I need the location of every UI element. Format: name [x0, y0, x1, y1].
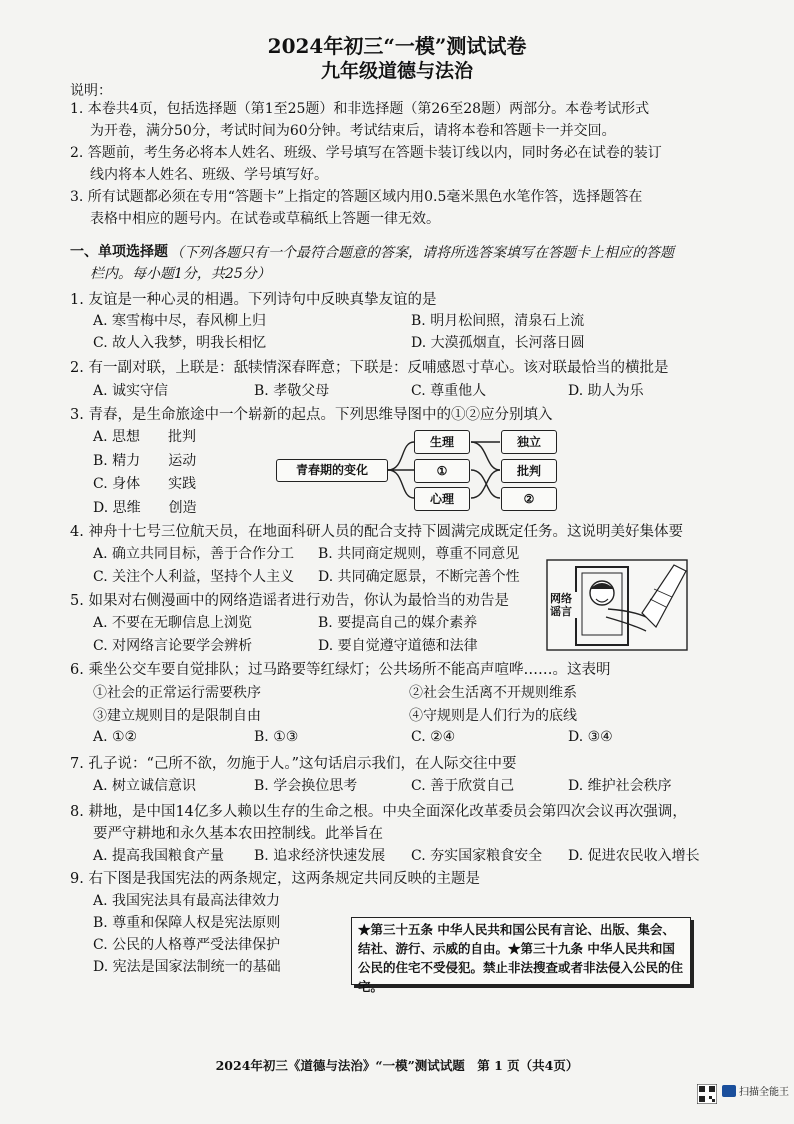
instruction-3-line2: 表格中相应的题号内。在试卷或草稿纸上答题一律无效。 [90, 211, 440, 227]
instruction-1-line2: 为开卷，满分50分，考试时间为60分钟。考试结束后，请将本卷和答题卡一并交回。 [90, 123, 616, 139]
question-7-option-a: A. 树立诚信意识 [93, 778, 197, 794]
constitution-articles-box: ★第三十五条 中华人民共和国公民有言论、出版、集会、结社、游行、示威的自由。★第三十九条 中华人民共和国公民的住宅不受侵犯。禁止非法搜查或者非法侵入公民的住宅。 [351, 917, 691, 985]
question-9-stem: 9. 右下图是我国宪法的两条规定，这两条规定共同反映的主题是 [70, 871, 480, 887]
question-1-option-d: D. 大漠孤烟直，长河落日圆 [411, 335, 585, 351]
question-7-option-d: D. 维护社会秩序 [568, 778, 672, 794]
mindmap-left-1: 生理 [414, 430, 470, 454]
watermark-text: 扫描全能王 [739, 1087, 789, 1098]
question-6-option-a: A. ①② [93, 729, 138, 745]
question-5-option-b: B. 要提高自己的媒介素养 [318, 615, 478, 631]
mindmap-left-3: 心理 [414, 487, 470, 511]
question-3-option-a: A. 思想 批判 [93, 429, 197, 445]
question-6-statement-1: ①社会的正常运行需要秩序 [93, 685, 261, 701]
instruction-3-line1: 3. 所有试题都必须在专用“答题卡”上指定的答题区域内用0.5毫米黑色水笔作答，选择题答在 [70, 189, 643, 205]
question-5-stem: 5. 如果对右侧漫画中的网络造谣者进行劝告，你认为最恰当的劝告是 [70, 593, 509, 609]
question-3-option-b: B. 精力 运动 [93, 453, 197, 469]
question-5-option-c: C. 对网络言论要学会辨析 [93, 638, 253, 654]
question-8-option-c: C. 夯实国家粮食安全 [411, 848, 543, 864]
question-1-option-c: C. 故人入我梦，明我长相忆 [93, 335, 267, 351]
question-6-statement-4: ④守规则是人们行为的底线 [409, 708, 577, 724]
question-4-option-a: A. 确立共同目标，善于合作分工 [93, 546, 295, 562]
question-4-option-c: C. 关注个人利益，坚持个人主义 [93, 569, 295, 585]
mindmap-right-2: 批判 [501, 459, 557, 483]
question-8-option-a: A. 提高我国粮食产量 [93, 848, 225, 864]
question-2-option-a: A. 诚实守信 [93, 383, 169, 399]
question-1-option-a: A. 寒雪梅中尽，春风柳上归 [93, 313, 267, 329]
section-desc-2: 栏内。每小题1分，共25分） [90, 266, 271, 282]
mindmap-right-1: 独立 [501, 430, 557, 454]
question-6-statement-3: ③建立规则目的是限制自由 [93, 708, 261, 724]
question-3-option-c: C. 身体 实践 [93, 476, 197, 492]
instruction-2-line1: 2. 答题前，考生务必将本人姓名、班级、学号填写在答题卡装订线以内，同时务必在试卷的装订 [70, 145, 662, 161]
section-title: 一、单项选择题 [70, 244, 168, 260]
instruction-2-line2: 线内将本人姓名、班级、学号填写好。 [90, 167, 328, 183]
exam-subtitle: 九年级道德与法治 [320, 60, 473, 82]
mindmap-left-2: ① [414, 459, 470, 483]
question-7-stem: 7. 孔子说：“己所不欲，勿施于人。”这句话启示我们，在人际交往中要 [70, 756, 517, 772]
instructions-label: 说明： [70, 83, 112, 99]
qr-code-icon [697, 1084, 717, 1104]
question-6-stem: 6. 乘坐公交车要自觉排队；过马路要等红绿灯；公共场所不能高声喧哗……。这表明 [70, 662, 611, 678]
question-8-option-b: B. 追求经济快速发展 [254, 848, 386, 864]
question-5-option-a: A. 不要在无聊信息上浏览 [93, 615, 253, 631]
question-5-option-d: D. 要自觉遵守道德和法律 [318, 638, 478, 654]
mindmap-right-3: ② [501, 487, 557, 511]
question-7-option-c: C. 善于欣赏自己 [411, 778, 515, 794]
question-4-option-b: B. 共同商定规则，尊重不同意见 [318, 546, 520, 562]
question-9-option-a: A. 我国宪法具有最高法律效力 [93, 893, 281, 909]
exam-title: 2024年初三“一模”测试试卷 [267, 34, 527, 58]
question-4-stem: 4. 神舟十七号三位航天员，在地面科研人员的配合支持下圆满完成既定任务。这说明美好集体要 [70, 524, 683, 540]
question-6-option-c: C. ②④ [411, 729, 456, 745]
scanner-logo-icon [722, 1085, 736, 1097]
question-9-option-c: C. 公民的人格尊严受法律保护 [93, 937, 281, 953]
question-8-stem-2: 要严守耕地和永久基本农田控制线。此举旨在 [93, 826, 383, 842]
question-6-option-b: B. ①③ [254, 729, 299, 745]
mindmap-center: 青春期的变化 [276, 459, 388, 482]
question-4-option-d: D. 共同确定愿景，不断完善个性 [318, 569, 520, 585]
question-2-option-c: C. 尊重他人 [411, 383, 487, 399]
question-3-option-d: D. 思维 创造 [93, 500, 197, 516]
question-7-option-b: B. 学会换位思考 [254, 778, 358, 794]
question-3-stem: 3. 青春，是生命旅途中一个崭新的起点。下列思维导图中的①②应分别填入 [70, 407, 553, 423]
cartoon-label: 网络谣言 [550, 592, 578, 618]
question-2-option-d: D. 助人为乐 [568, 383, 644, 399]
question-2-stem: 2. 有一副对联，上联是：舐犊情深春晖意；下联是：反哺感恩寸草心。该对联最恰当的横批是 [70, 360, 669, 376]
question-1-stem: 1. 友谊是一种心灵的相遇。下列诗句中反映真挚友谊的是 [70, 292, 437, 308]
instruction-1-line1: 1. 本卷共4页，包括选择题（第1至25题）和非选择题（第26至28题）两部分。本卷考试形式 [70, 101, 650, 117]
section-desc-1: （下列各题只有一个最符合题意的答案，请将所选答案填写在答题卡上相应的答题 [170, 245, 674, 261]
question-8-stem: 8. 耕地，是中国14亿多人赖以生存的生命之根。中央全面深化改革委员会第四次会议再次强调， [70, 804, 687, 820]
question-9-option-d: D. 宪法是国家法制统一的基础 [93, 959, 281, 975]
page-footer: 2024年初三《道德与法治》“一模”测试试题 第 1 页（共4页） [215, 1058, 579, 1073]
question-8-option-d: D. 促进农民收入增长 [568, 848, 700, 864]
question-6-option-d: D. ③④ [568, 729, 613, 745]
question-6-statement-2: ②社会生活离不开规则维系 [409, 685, 577, 701]
question-2-option-b: B. 孝敬父母 [254, 383, 330, 399]
question-9-option-b: B. 尊重和保障人权是宪法原则 [93, 915, 281, 931]
question-1-option-b: B. 明月松间照，清泉石上流 [411, 313, 585, 329]
